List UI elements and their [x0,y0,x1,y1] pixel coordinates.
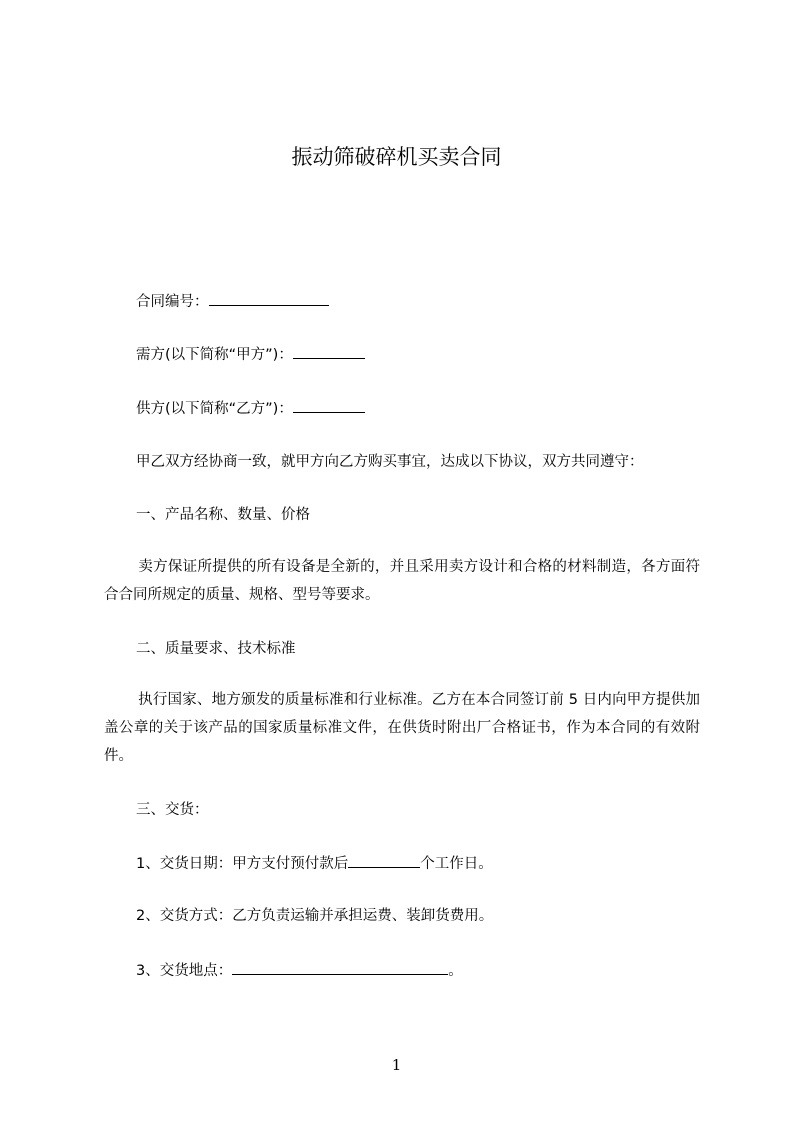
delivery-date-line [136,853,493,874]
section1-heading: 一、产品名称、数量、价格 [136,507,310,523]
delivery-method-line: 2、交货方式：乙方负责运输并承担运费、装卸货费用。 [136,908,494,924]
delivery-place-label: 3、交货地点： [136,963,233,979]
buyer-line [136,344,365,365]
contract-number-line [136,291,329,312]
buyer-blank [293,344,365,359]
delivery-place-line [136,960,463,981]
seller-line [136,398,365,419]
contract-number-blank [209,291,329,306]
contract-number-label: 合同编号： [136,294,209,310]
page-number: 1 [391,1056,402,1074]
delivery-place-blank [232,960,448,975]
section2-body-rest: 提供加盖公章的关于该产品的国家质量标准文件，在供货时附出厂合格证书，作为本合同的有效附件。 [104,692,701,764]
section1-body-text: 卖方保证所提供的所有设备是全新的，并且采用卖方设计和合格的材料制造，各方面符合合同所规定的质量、规格、型号等要求。 [104,559,700,603]
seller-label: 供方(以下简称“乙方”)： [136,401,293,417]
section2-body-line1: 执行国家、地方颁发的质量标准和行业标准。乙方在本合同签订前 5 日内向甲方 [138,692,657,708]
delivery-date-blank [348,853,420,868]
delivery-date-label: 1、交货日期：甲方支付预付款后 [136,856,349,872]
section2-heading: 二、质量要求、技术标准 [136,641,296,657]
section3-heading: 三、交货： [136,802,209,818]
section2-body [104,686,700,770]
section1-body [104,553,700,609]
intro-paragraph: 甲乙双方经协商一致，就甲方向乙方购买事宜，达成以下协议，双方共同遵守： [136,454,644,470]
document-title: 振动筛破碎机买卖合同 [291,145,502,169]
buyer-label: 需方(以下简称“甲方”)： [136,347,293,363]
delivery-date-suffix: 个工作日。 [420,856,493,872]
delivery-place-suffix: 。 [448,963,463,979]
seller-blank [293,398,365,413]
